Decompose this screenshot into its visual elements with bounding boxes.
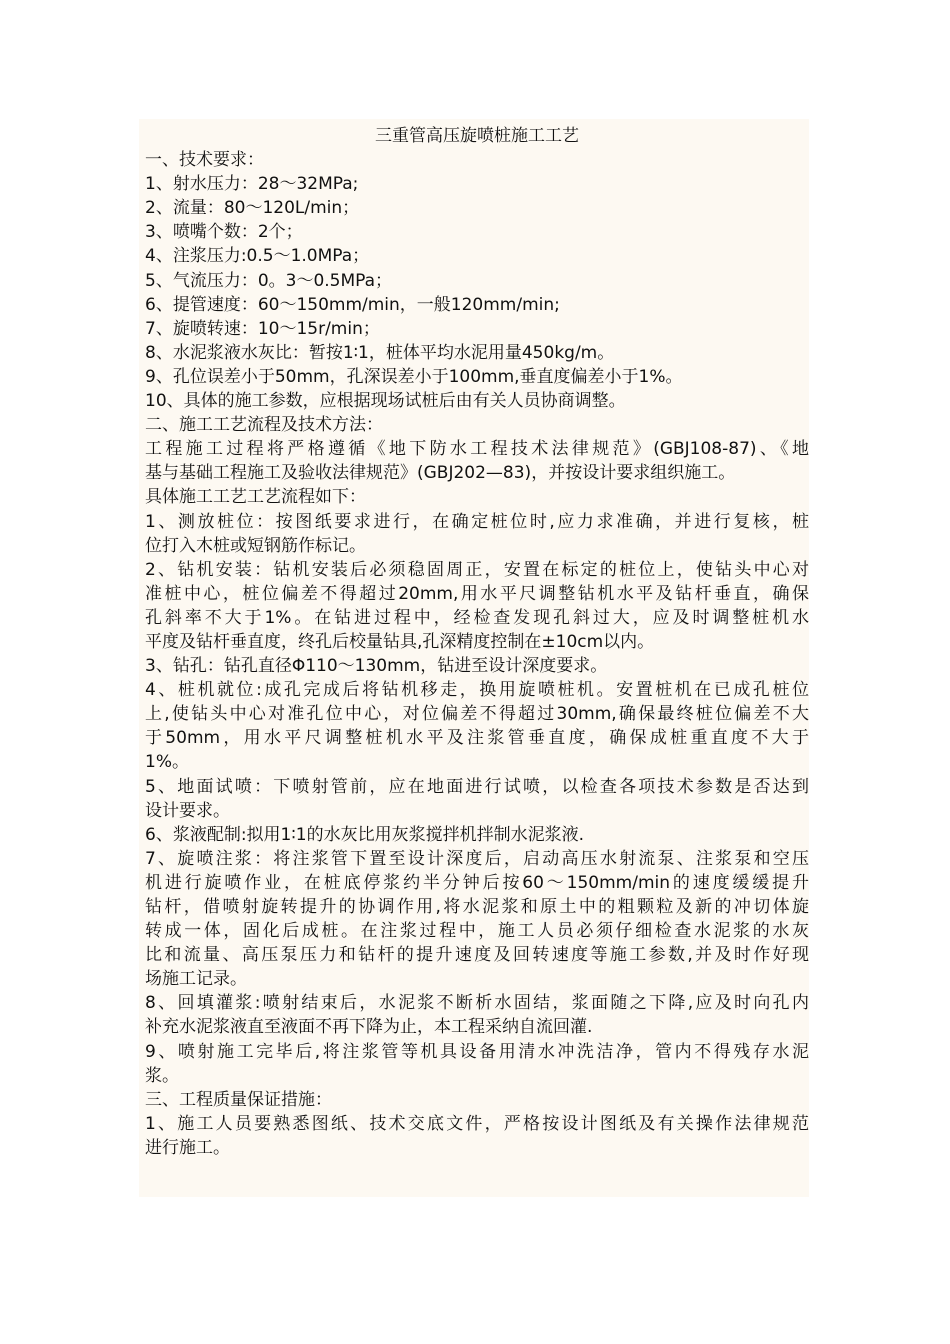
process-intro-paragraph [145,437,809,485]
paragraph-line: 2、钻机安装：钻机安装后必须稳固周正，安置在标定的桩位上，使钻头中心对 [145,559,809,580]
process-step [145,991,809,1039]
process-step [145,558,809,654]
paragraph-line: 4、桩机就位:成孔完成后将钻机移走，换用旋喷桩机。安置桩机在已成孔桩位 [145,680,809,701]
process-step [145,510,809,558]
paragraph-line: 5、地面试喷：下喷射管前，应在地面进行试喷，以检查各项技术参数是否达到 [145,776,809,797]
process-step [145,654,809,678]
requirement-item: 8、水泥浆液水灰比：暂按1∶1，桩体平均水泥用量450kg/m。 [145,342,615,363]
paragraph-line: 9、喷射施工完毕后,将注浆管等机具设备用清水冲洗洁净，管内不得残存水泥 [145,1041,809,1062]
paragraph-line: 基与基础工程施工及验收法律规范》(GBJ202—83)，并按设计要求组织施工。 [145,463,736,484]
paragraph-line: 于50mm，用水平尺调整桩机水平及注浆管垂直度，确保成桩重直度不大于 [145,728,809,749]
quality-item [145,1112,809,1160]
process-flow-heading: 具体施工工艺工艺流程如下： [145,487,366,508]
paragraph-line: 7、旋喷注浆：将注浆管下置至设计深度后，启动高压水射流泵、注浆泵和空压 [145,848,809,869]
paragraph-line: 6、浆液配制:拟用1∶1的水灰比用灰浆搅拌机拌制水泥浆液. [145,824,585,845]
process-step [145,775,809,823]
requirement-item: 2、流量：80～120L/min； [145,198,360,219]
paragraph-line: 机进行旋喷作业，在桩底停浆约半分钟后按60～150mm/min的速度缓缓提升 [145,872,809,893]
paragraph-line: 钻杆，借喷射旋转提升的协调作用,将水泥浆和原土中的粗颗粒及新的冲切体旋 [145,897,809,917]
paragraph-line: 8、回填灌浆:喷射结束后，水泥浆不断析水固结，浆面随之下降,应及时向孔内 [145,993,809,1014]
section-heading-quality-assurance: 三、工程质量保证措施： [145,1089,332,1110]
paragraph-line: 进行施工。 [145,1137,230,1158]
requirement-item: 4、注浆压力:0.5～1.0MPa； [145,246,370,267]
paragraph-line: 场施工记录。 [145,969,247,990]
paragraph-line: 1%。 [145,752,189,773]
paragraph-line: 转成一体，固化后成桩。在注浆过程中，施工人员必须仔细检查水泥浆的水灰 [145,921,809,942]
process-step [145,847,809,992]
document-title: 三重管高压旋喷桩施工工艺 [375,126,579,146]
paragraph-line: 补充水泥浆液直至液面不再下降为止，本工程采纳自流回灌. [145,1017,593,1038]
requirement-item: 10、具体的施工参数，应根据现场试桩后由有关人员协商调整。 [145,391,626,412]
paragraph-line: 1、施工人员要熟悉图纸、技术交底文件，严格按设计图纸及有关操作法律规范 [145,1113,809,1134]
paragraph-line: 工程施工过程将严格遵循《地下防水工程技术法律规范》(GBJ108-87)、《地 [145,439,809,460]
paragraph-line: 孔斜率不大于1%。在钻进过程中，经检查发现孔斜过大，应及时调整桩机水 [145,607,809,628]
paragraph-line: 上,使钻头中心对准孔位中心，对位偏差不得超过30mm,确保最终桩位偏差不大 [145,704,809,725]
requirement-item: 9、孔位误差小于50mm，孔深误差小于100mm,垂直度偏差小于1%。 [145,366,683,387]
paragraph-line: 比和流量、高压泵压力和钻杆的提升速度及回转速度等施工参数,并及时作好现 [145,945,809,966]
paragraph-line: 位打入木桩或短钢筋作标记。 [145,535,366,556]
paragraph-line: 准桩中心，桩位偏差不得超过20mm,用水平尺调整钻机水平及钻杆垂直，确保 [145,583,809,604]
requirement-item: 6、提管速度：60～150mm/min，一般120mm/min; [145,294,560,315]
process-step [145,823,809,847]
paragraph-line: 1、测放桩位：按图纸要求进行，在确定桩位时,应力求准确，并进行复核，桩 [145,511,809,532]
requirement-item: 1、射水压力：28～32MPa; [145,174,359,195]
paragraph-line: 设计要求。 [145,800,230,821]
requirement-item: 5、气流压力：0。3～0.5MPa； [145,270,393,291]
paragraph-line: 浆。 [145,1065,179,1086]
section-heading-process-flow: 二、施工工艺流程及技术方法： [145,415,383,436]
process-step [145,1040,809,1088]
paragraph-line: 平度及钻杆垂直度，终孔后校量钻具,孔深精度控制在±10cm以内。 [145,631,655,652]
document-body [145,124,809,1160]
process-step [145,678,809,774]
section-heading-technical-requirements: 一、技术要求： [145,150,264,171]
requirement-item: 7、旋喷转速：10～15r/min； [145,318,380,339]
paragraph-line: 3、钻孔：钻孔直径Φ110～130mm，钻进至设计深度要求。 [145,656,608,677]
requirement-item: 3、喷嘴个数：2个； [145,222,303,243]
